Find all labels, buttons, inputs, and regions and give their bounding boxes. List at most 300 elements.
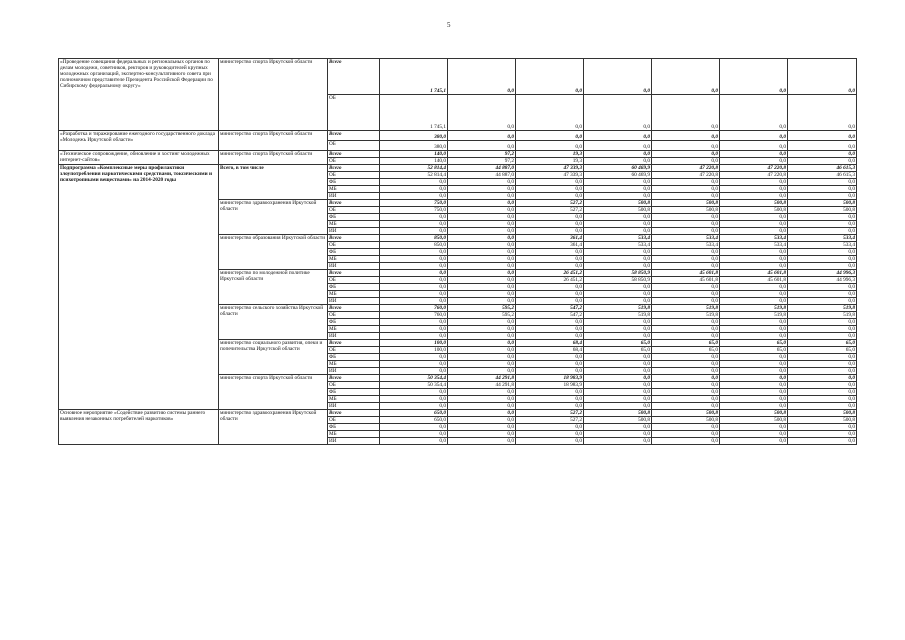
amount-cell: 0,0: [720, 131, 788, 141]
amount-cell: 0,0: [584, 438, 652, 445]
amount-cell: 0,0: [448, 131, 516, 141]
amount-cell: 65,0: [720, 347, 788, 354]
page-number: 5: [447, 21, 451, 29]
amount-cell: 19,3: [516, 151, 584, 158]
amount-cell: 0,0: [380, 431, 448, 438]
amount-cell: 45 601,8: [652, 270, 720, 277]
amount-cell: 52 814,4: [380, 165, 448, 172]
funding-source-cell: ФБ: [328, 354, 380, 361]
amount-cell: 1 745,1: [380, 59, 448, 95]
amount-cell: 65,0: [584, 347, 652, 354]
funding-source-cell: ИИ: [328, 403, 380, 410]
amount-cell: 0,0: [448, 228, 516, 235]
amount-cell: 0,0: [448, 221, 516, 228]
amount-cell: 0,0: [720, 354, 788, 361]
amount-cell: 97,2: [448, 151, 516, 158]
amount-cell: 533,4: [652, 242, 720, 249]
amount-cell: 0,0: [516, 186, 584, 193]
amount-cell: 527,2: [516, 200, 584, 207]
amount-cell: 0,0: [380, 270, 448, 277]
amount-cell: 0,0: [448, 347, 516, 354]
amount-cell: 0,0: [448, 59, 516, 95]
amount-cell: 0,0: [448, 354, 516, 361]
amount-cell: 47 220,8: [720, 165, 788, 172]
amount-cell: 750,0: [380, 200, 448, 207]
executor-cell: министерство социального развития, опеки и попечительства Иркутской области: [219, 340, 328, 375]
table-row: [59, 131, 857, 141]
executor-cell: министерство спорта Иркутской области: [219, 131, 328, 151]
amount-cell: 500,8: [720, 207, 788, 214]
amount-cell: 650,0: [380, 410, 448, 417]
amount-cell: 0,0: [516, 284, 584, 291]
amount-cell: 0,0: [516, 263, 584, 270]
amount-cell: 0,0: [720, 319, 788, 326]
amount-cell: 0,0: [584, 319, 652, 326]
amount-cell: 0,0: [448, 186, 516, 193]
funding-source-cell: ОБ: [328, 347, 380, 354]
amount-cell: 500,8: [652, 410, 720, 417]
amount-cell: 0,0: [380, 326, 448, 333]
funding-source-cell: ИИ: [328, 438, 380, 445]
executor-cell: министерство здравоохранения Иркутской области: [219, 200, 328, 235]
amount-cell: 18 983,9: [516, 382, 584, 389]
amount-cell: 750,0: [380, 207, 448, 214]
amount-cell: 0,0: [652, 354, 720, 361]
amount-cell: 0,0: [516, 193, 584, 200]
amount-cell: 760,0: [380, 312, 448, 319]
amount-cell: 0,0: [516, 95, 584, 131]
amount-cell: 0,0: [448, 368, 516, 375]
amount-cell: 0,0: [652, 431, 720, 438]
amount-cell: 0,0: [652, 375, 720, 382]
funding-source-cell: ОБ: [328, 417, 380, 424]
amount-cell: 519,8: [788, 312, 857, 319]
amount-cell: 60 469,9: [584, 172, 652, 179]
amount-cell: 0,0: [448, 340, 516, 347]
amount-cell: 0,0: [720, 186, 788, 193]
amount-cell: 0,0: [788, 95, 857, 131]
amount-cell: 0,0: [448, 270, 516, 277]
amount-cell: 0,0: [448, 291, 516, 298]
amount-cell: 0,0: [652, 368, 720, 375]
amount-cell: 0,0: [448, 263, 516, 270]
executor-cell: министерство сельского хозяйства Иркутской области: [219, 305, 328, 340]
amount-cell: 140,0: [380, 158, 448, 165]
amount-cell: 0,0: [652, 256, 720, 263]
amount-cell: 0,0: [652, 438, 720, 445]
amount-cell: 0,0: [720, 158, 788, 165]
amount-cell: 0,0: [652, 424, 720, 431]
amount-cell: 0,0: [652, 326, 720, 333]
amount-cell: 0,0: [516, 396, 584, 403]
amount-cell: 0,0: [584, 298, 652, 305]
amount-cell: 0,0: [584, 186, 652, 193]
amount-cell: 0,0: [516, 424, 584, 431]
amount-cell: 0,0: [652, 151, 720, 158]
amount-cell: 0,0: [788, 221, 857, 228]
funding-source-cell: Всего: [328, 410, 380, 417]
amount-cell: 0,0: [516, 431, 584, 438]
amount-cell: 547,2: [516, 312, 584, 319]
funding-source-cell: МБ: [328, 186, 380, 193]
amount-cell: 0,0: [652, 396, 720, 403]
funding-source-cell: Всего: [328, 59, 380, 95]
amount-cell: 26 451,2: [516, 270, 584, 277]
amount-cell: 519,8: [652, 312, 720, 319]
amount-cell: 0,0: [788, 228, 857, 235]
amount-cell: 0,0: [584, 431, 652, 438]
activity-name-cell: «Техническое сопровождение, обновление и хостинг молодежных интернет-сайтов»: [59, 151, 219, 165]
funding-source-cell: ФБ: [328, 249, 380, 256]
amount-cell: 44 887,0: [448, 172, 516, 179]
amount-cell: 0,0: [788, 375, 857, 382]
amount-cell: 44 887,0: [448, 165, 516, 172]
amount-cell: 0,0: [584, 256, 652, 263]
amount-cell: 0,0: [448, 333, 516, 340]
amount-cell: 0,0: [788, 193, 857, 200]
amount-cell: 500,8: [584, 200, 652, 207]
amount-cell: 0,0: [584, 95, 652, 131]
amount-cell: 0,0: [516, 214, 584, 221]
amount-cell: 0,0: [584, 214, 652, 221]
amount-cell: 0,0: [720, 151, 788, 158]
amount-cell: 0,0: [720, 326, 788, 333]
amount-cell: 0,0: [720, 263, 788, 270]
amount-cell: 0,0: [652, 291, 720, 298]
amount-cell: 0,0: [584, 326, 652, 333]
amount-cell: 47 339,3: [516, 165, 584, 172]
amount-cell: 0,0: [380, 298, 448, 305]
funding-source-cell: ОБ: [328, 312, 380, 319]
amount-cell: 0,0: [652, 131, 720, 141]
amount-cell: 0,0: [720, 284, 788, 291]
funding-source-cell: Всего: [328, 200, 380, 207]
amount-cell: 361,4: [516, 235, 584, 242]
amount-cell: 0,0: [720, 368, 788, 375]
amount-cell: 0,0: [720, 431, 788, 438]
amount-cell: 0,0: [720, 141, 788, 151]
amount-cell: 46 615,3: [788, 165, 857, 172]
amount-cell: 0,0: [516, 354, 584, 361]
amount-cell: 0,0: [788, 59, 857, 95]
amount-cell: 0,0: [584, 59, 652, 95]
funding-source-cell: МБ: [328, 291, 380, 298]
amount-cell: 0,0: [448, 403, 516, 410]
executor-cell: министерство спорта Иркутской области: [219, 375, 328, 410]
executor-cell: министерство по молодежной политике Иркутской области: [219, 270, 328, 305]
funding-source-cell: ФБ: [328, 179, 380, 186]
executor-cell: министерство здравоохранения Иркутской области: [219, 410, 328, 445]
amount-cell: 0,0: [380, 333, 448, 340]
amount-cell: 65,0: [720, 340, 788, 347]
amount-cell: 0,0: [448, 249, 516, 256]
amount-cell: 0,0: [788, 151, 857, 158]
amount-cell: 0,0: [788, 389, 857, 396]
table-row: [59, 59, 857, 95]
amount-cell: 0,0: [720, 298, 788, 305]
amount-cell: 0,0: [516, 59, 584, 95]
amount-cell: 0,0: [516, 333, 584, 340]
amount-cell: 0,0: [652, 95, 720, 131]
amount-cell: 46 615,3: [788, 172, 857, 179]
amount-cell: 45 601,8: [720, 270, 788, 277]
amount-cell: 0,0: [720, 214, 788, 221]
amount-cell: 0,0: [584, 424, 652, 431]
amount-cell: 0,0: [652, 284, 720, 291]
amount-cell: 0,0: [448, 438, 516, 445]
amount-cell: 0,0: [788, 382, 857, 389]
amount-cell: 760,0: [380, 305, 448, 312]
amount-cell: 500,8: [788, 207, 857, 214]
amount-cell: 0,0: [720, 228, 788, 235]
amount-cell: 519,8: [720, 312, 788, 319]
amount-cell: 0,0: [380, 368, 448, 375]
amount-cell: 0,0: [584, 193, 652, 200]
amount-cell: 0,0: [584, 368, 652, 375]
amount-cell: 0,0: [380, 193, 448, 200]
amount-cell: 0,0: [516, 291, 584, 298]
table-row: [59, 151, 857, 158]
funding-source-cell: Всего: [328, 340, 380, 347]
amount-cell: 0,0: [448, 207, 516, 214]
amount-cell: 0,0: [720, 249, 788, 256]
amount-cell: 850,0: [380, 242, 448, 249]
amount-cell: 0,0: [448, 193, 516, 200]
amount-cell: 0,0: [380, 214, 448, 221]
executor-cell: министерство спорта Иркутской области: [219, 151, 328, 165]
amount-cell: 0,0: [788, 326, 857, 333]
amount-cell: 0,0: [652, 319, 720, 326]
amount-cell: 0,0: [448, 277, 516, 284]
funding-source-cell: Всего: [328, 375, 380, 382]
table-row: [59, 410, 857, 417]
amount-cell: 0,0: [788, 431, 857, 438]
amount-cell: 65,0: [788, 340, 857, 347]
amount-cell: 65,0: [652, 340, 720, 347]
amount-cell: 0,0: [516, 438, 584, 445]
amount-cell: 0,0: [720, 291, 788, 298]
amount-cell: 380,0: [380, 131, 448, 141]
amount-cell: 0,0: [584, 228, 652, 235]
amount-cell: 0,0: [788, 368, 857, 375]
amount-cell: 65,0: [788, 347, 857, 354]
amount-cell: 0,0: [584, 263, 652, 270]
amount-cell: 0,0: [720, 438, 788, 445]
amount-cell: 0,0: [448, 284, 516, 291]
amount-cell: 0,0: [652, 298, 720, 305]
funding-source-cell: Всего: [328, 151, 380, 158]
amount-cell: 547,2: [516, 305, 584, 312]
amount-cell: 0,0: [584, 179, 652, 186]
amount-cell: 0,0: [788, 354, 857, 361]
amount-cell: 50 354,4: [380, 375, 448, 382]
amount-cell: 0,0: [448, 298, 516, 305]
amount-cell: 0,0: [720, 361, 788, 368]
amount-cell: 0,0: [380, 284, 448, 291]
funding-source-cell: ИИ: [328, 368, 380, 375]
amount-cell: 0,0: [584, 158, 652, 165]
amount-cell: 0,0: [380, 403, 448, 410]
funding-source-cell: ОБ: [328, 277, 380, 284]
amount-cell: 19,3: [516, 158, 584, 165]
executor-cell: министерство образования Иркутской области: [219, 235, 328, 270]
amount-cell: 45 601,8: [720, 277, 788, 284]
amount-cell: 0,0: [516, 298, 584, 305]
amount-cell: 0,0: [788, 131, 857, 141]
amount-cell: 0,0: [448, 424, 516, 431]
amount-cell: 0,0: [652, 263, 720, 270]
amount-cell: 18 983,9: [516, 375, 584, 382]
amount-cell: 0,0: [652, 193, 720, 200]
amount-cell: 533,4: [720, 235, 788, 242]
amount-cell: 0,0: [720, 382, 788, 389]
amount-cell: 0,0: [516, 228, 584, 235]
amount-cell: 0,0: [448, 179, 516, 186]
amount-cell: 0,0: [380, 319, 448, 326]
funding-source-cell: ИИ: [328, 228, 380, 235]
amount-cell: 0,0: [788, 263, 857, 270]
funding-source-cell: ФБ: [328, 389, 380, 396]
amount-cell: 0,0: [788, 186, 857, 193]
funding-source-cell: ОБ: [328, 242, 380, 249]
amount-cell: 0,0: [652, 228, 720, 235]
amount-cell: 0,0: [652, 361, 720, 368]
funding-source-cell: ФБ: [328, 214, 380, 221]
amount-cell: 0,0: [380, 389, 448, 396]
amount-cell: 58 850,9: [584, 270, 652, 277]
amount-cell: 519,8: [788, 305, 857, 312]
amount-cell: 47 220,8: [652, 165, 720, 172]
amount-cell: 44 291,8: [448, 382, 516, 389]
amount-cell: 0,0: [788, 403, 857, 410]
amount-cell: 47 220,8: [720, 172, 788, 179]
amount-cell: 44 996,3: [788, 277, 857, 284]
amount-cell: 0,0: [448, 417, 516, 424]
amount-cell: 0,0: [516, 221, 584, 228]
amount-cell: 47 339,3: [516, 172, 584, 179]
funding-source-cell: ФБ: [328, 319, 380, 326]
amount-cell: 50 354,4: [380, 382, 448, 389]
amount-cell: 0,0: [448, 256, 516, 263]
activity-name-cell: Подпрограмма «Комплексные меры профилактики злоупотребления наркотическими средствами, токсическими и психотропными веществами» на 2014-2020 годы: [59, 165, 219, 410]
amount-cell: 0,0: [380, 221, 448, 228]
amount-cell: 0,0: [652, 221, 720, 228]
amount-cell: 0,0: [584, 249, 652, 256]
amount-cell: 0,0: [788, 291, 857, 298]
amount-cell: 0,0: [584, 141, 652, 151]
amount-cell: 0,0: [516, 131, 584, 141]
funding-source-cell: ИИ: [328, 333, 380, 340]
amount-cell: 533,4: [584, 235, 652, 242]
funding-source-cell: МБ: [328, 361, 380, 368]
amount-cell: 0,0: [652, 403, 720, 410]
amount-cell: 533,4: [788, 235, 857, 242]
amount-cell: 0,0: [584, 333, 652, 340]
amount-cell: 519,8: [584, 312, 652, 319]
amount-cell: 500,8: [652, 417, 720, 424]
amount-cell: 500,8: [720, 200, 788, 207]
amount-cell: 0,0: [448, 431, 516, 438]
amount-cell: 97,2: [448, 158, 516, 165]
amount-cell: 0,0: [788, 438, 857, 445]
amount-cell: 0,0: [652, 389, 720, 396]
funding-source-cell: ОБ: [328, 158, 380, 165]
amount-cell: 0,0: [788, 361, 857, 368]
amount-cell: 595,2: [448, 312, 516, 319]
amount-cell: 0,0: [788, 319, 857, 326]
amount-cell: 500,8: [652, 207, 720, 214]
amount-cell: 0,0: [584, 131, 652, 141]
amount-cell: 0,0: [584, 284, 652, 291]
executor-cell: Всего, в том числе: [219, 165, 328, 200]
amount-cell: 0,0: [380, 438, 448, 445]
amount-cell: 100,0: [380, 340, 448, 347]
amount-cell: 519,8: [584, 305, 652, 312]
amount-cell: 0,0: [720, 403, 788, 410]
amount-cell: 0,0: [448, 319, 516, 326]
budget-table: [58, 58, 857, 445]
amount-cell: 0,0: [584, 375, 652, 382]
amount-cell: 0,0: [584, 361, 652, 368]
amount-cell: 0,0: [720, 256, 788, 263]
amount-cell: 0,0: [380, 291, 448, 298]
amount-cell: 44 996,3: [788, 270, 857, 277]
amount-cell: 0,0: [380, 277, 448, 284]
amount-cell: 0,0: [448, 235, 516, 242]
amount-cell: 850,0: [380, 235, 448, 242]
activity-name-cell: «Разработка и тиражирование ежегодного государственного доклада «Молодежь Иркутской области»: [59, 131, 219, 151]
amount-cell: 68,4: [516, 347, 584, 354]
amount-cell: 0,0: [448, 141, 516, 151]
funding-source-cell: Всего: [328, 305, 380, 312]
amount-cell: 0,0: [516, 326, 584, 333]
amount-cell: 0,0: [584, 151, 652, 158]
amount-cell: 0,0: [448, 396, 516, 403]
amount-cell: 650,0: [380, 417, 448, 424]
amount-cell: 533,4: [652, 235, 720, 242]
amount-cell: 533,4: [720, 242, 788, 249]
funding-source-cell: ОБ: [328, 382, 380, 389]
amount-cell: 0,0: [516, 141, 584, 151]
amount-cell: 595,2: [448, 305, 516, 312]
amount-cell: 0,0: [584, 382, 652, 389]
amount-cell: 0,0: [652, 179, 720, 186]
funding-source-cell: ОБ: [328, 207, 380, 214]
amount-cell: 0,0: [584, 291, 652, 298]
amount-cell: 0,0: [516, 361, 584, 368]
amount-cell: 0,0: [652, 59, 720, 95]
amount-cell: 0,0: [448, 389, 516, 396]
amount-cell: 0,0: [720, 59, 788, 95]
amount-cell: 0,0: [380, 179, 448, 186]
funding-source-cell: ФБ: [328, 424, 380, 431]
amount-cell: 60 469,9: [584, 165, 652, 172]
amount-cell: 65,0: [652, 347, 720, 354]
amount-cell: 500,8: [584, 207, 652, 214]
amount-cell: 0,0: [448, 326, 516, 333]
amount-cell: 0,0: [584, 396, 652, 403]
amount-cell: 0,0: [652, 186, 720, 193]
amount-cell: 0,0: [380, 396, 448, 403]
amount-cell: 0,0: [448, 95, 516, 131]
amount-cell: 0,0: [380, 361, 448, 368]
amount-cell: 0,0: [788, 249, 857, 256]
amount-cell: 0,0: [448, 200, 516, 207]
amount-cell: 0,0: [584, 221, 652, 228]
funding-source-cell: ИИ: [328, 298, 380, 305]
amount-cell: 533,4: [788, 242, 857, 249]
amount-cell: 0,0: [788, 158, 857, 165]
